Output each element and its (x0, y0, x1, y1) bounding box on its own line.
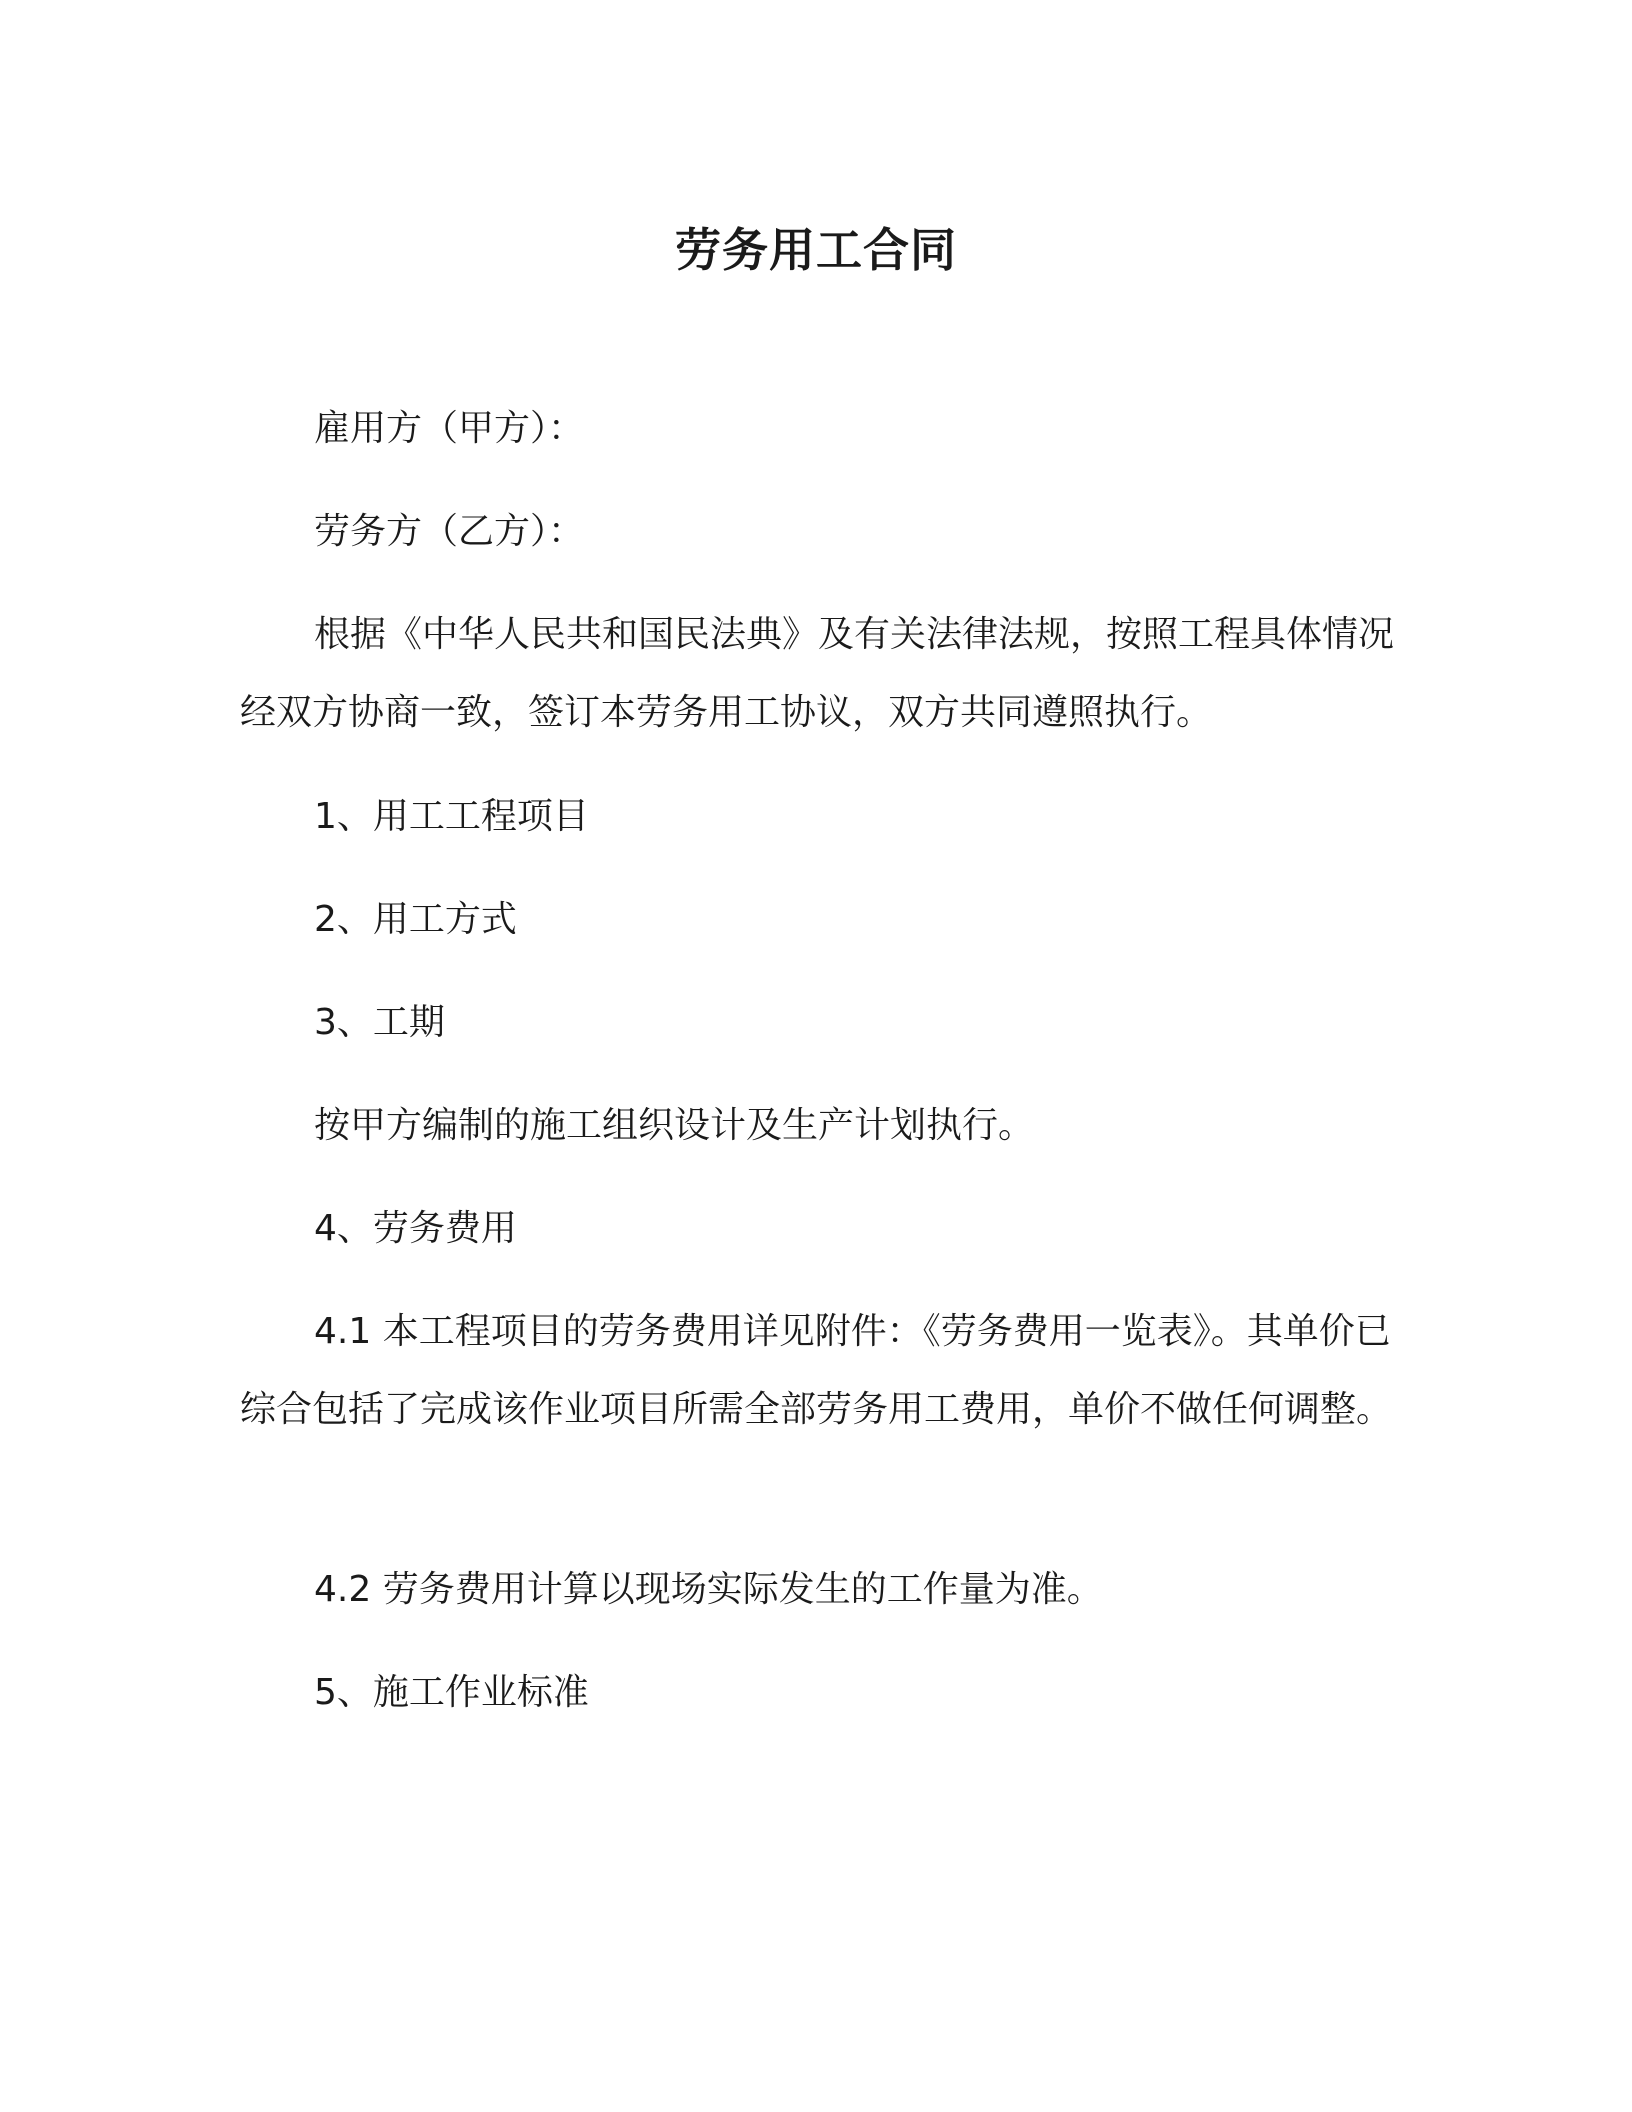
party-a-line: 雇用方（甲方）： (314, 408, 585, 449)
section-1-heading: 1、用工工程项目 (314, 796, 589, 837)
section-2-heading: 2、用工方式 (314, 899, 517, 940)
preamble-paragraph: 根据《中华人民共和国民法典》及有关法律法规，按照工程具体情况经双方协商一致，签订本劳务用工协议，双方共同遵照执行。 (240, 614, 1395, 733)
document-title: 劳务用工合同 (675, 223, 957, 277)
section-5-heading: 5、施工作业标准 (314, 1672, 589, 1713)
section-3-heading: 3、工期 (314, 1002, 445, 1043)
section-4-heading: 4、劳务费用 (314, 1208, 517, 1249)
party-b-line: 劳务方（乙方）： (314, 511, 585, 552)
section-3-body: 按甲方编制的施工组织设计及生产计划执行。 (314, 1105, 1035, 1146)
section-4-2-paragraph: 4.2 劳务费用计算以现场实际发生的工作量为准。 (314, 1569, 1103, 1610)
section-4-1-paragraph: 4.1 本工程项目的劳务费用详见附件：《劳务费用一览表》。其单价已综合包括了完成该作业项目所需全部劳务用工费用，单价不做任何调整。 (240, 1311, 1393, 1430)
